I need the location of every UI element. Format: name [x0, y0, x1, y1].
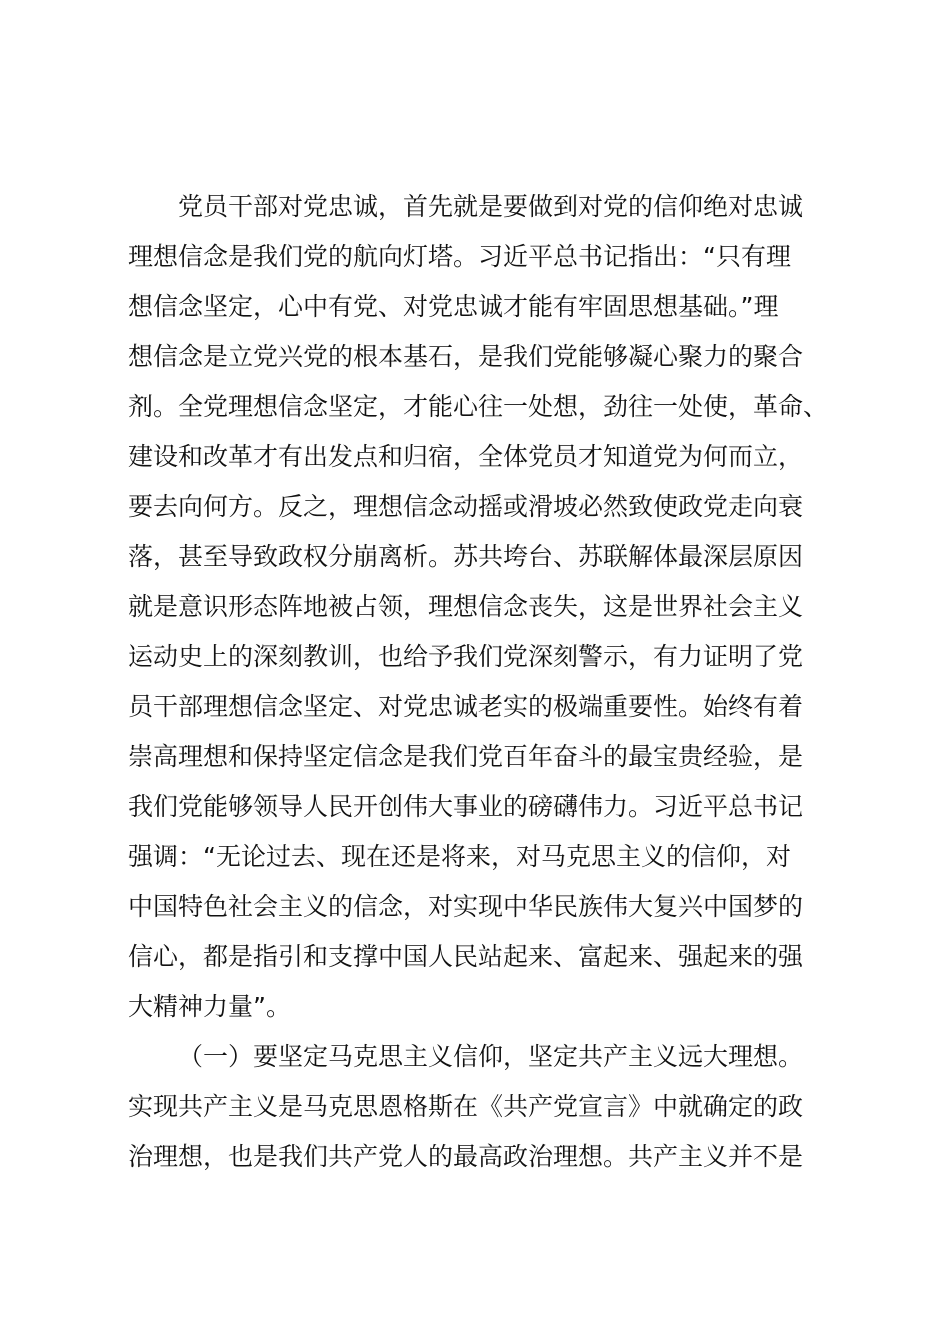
paragraph-line: 理想信念是我们党的航向灯塔。习近平总书记指出：“只有理 [128, 242, 791, 271]
document-body [128, 182, 848, 1182]
paragraph-line: 大精神力量”。 [128, 992, 291, 1021]
paragraph-line: 想信念坚定，心中有党、对党忠诚才能有牢固思想基础。”理 [128, 292, 779, 321]
paragraph-line: 强调：“无论过去、现在还是将来，对马克思主义的信仰，对 [128, 842, 791, 871]
paragraph-line: 建设和改革才有出发点和归宿，全体党员才知道党为何而立， [128, 442, 804, 471]
paragraph-line: 崇高理想和保持坚定信念是我们党百年奋斗的最宝贵经验，是 [128, 742, 804, 771]
paragraph-line: 我们党能够领导人民开创伟大事业的磅礴伟力。习近平总书记 [128, 792, 804, 821]
paragraph-line: 要去向何方。反之，理想信念动摇或滑坡必然致使政党走向衰 [128, 492, 804, 521]
paragraph-line: 信心，都是指引和支撑中国人民站起来、富起来、强起来的强 [128, 942, 804, 971]
paragraph-line: 实现共产主义是马克思恩格斯在《共产党宣言》中就确定的政 [128, 1092, 804, 1121]
section-heading: （一）要坚定马克思主义信仰，坚定共产主义远大理想。 [178, 1042, 804, 1071]
paragraph-line: 党员干部对党忠诚，首先就是要做到对党的信仰绝对忠诚 [178, 192, 804, 221]
paragraph-line: 员干部理想信念坚定、对党忠诚老实的极端重要性。始终有着 [128, 692, 804, 721]
paragraph-line: 中国特色社会主义的信念，对实现中华民族伟大复兴中国梦的 [128, 892, 804, 921]
paragraph-line: 剂。全党理想信念坚定，才能心往一处想，劲往一处使，革命、 [128, 392, 829, 421]
paragraph-line: 治理想，也是我们共产党人的最高政治理想。共产主义并不是 [128, 1142, 804, 1171]
paragraph-line: 运动史上的深刻教训，也给予我们党深刻警示，有力证明了党 [128, 642, 804, 671]
paragraph-line: 想信念是立党兴党的根本基石，是我们党能够凝心聚力的聚合 [128, 342, 804, 371]
paragraph-line: 就是意识形态阵地被占领，理想信念丧失，这是世界社会主义 [128, 592, 804, 621]
paragraph-line: 落，甚至导致政权分崩离析。苏共垮台、苏联解体最深层原因 [128, 542, 804, 571]
